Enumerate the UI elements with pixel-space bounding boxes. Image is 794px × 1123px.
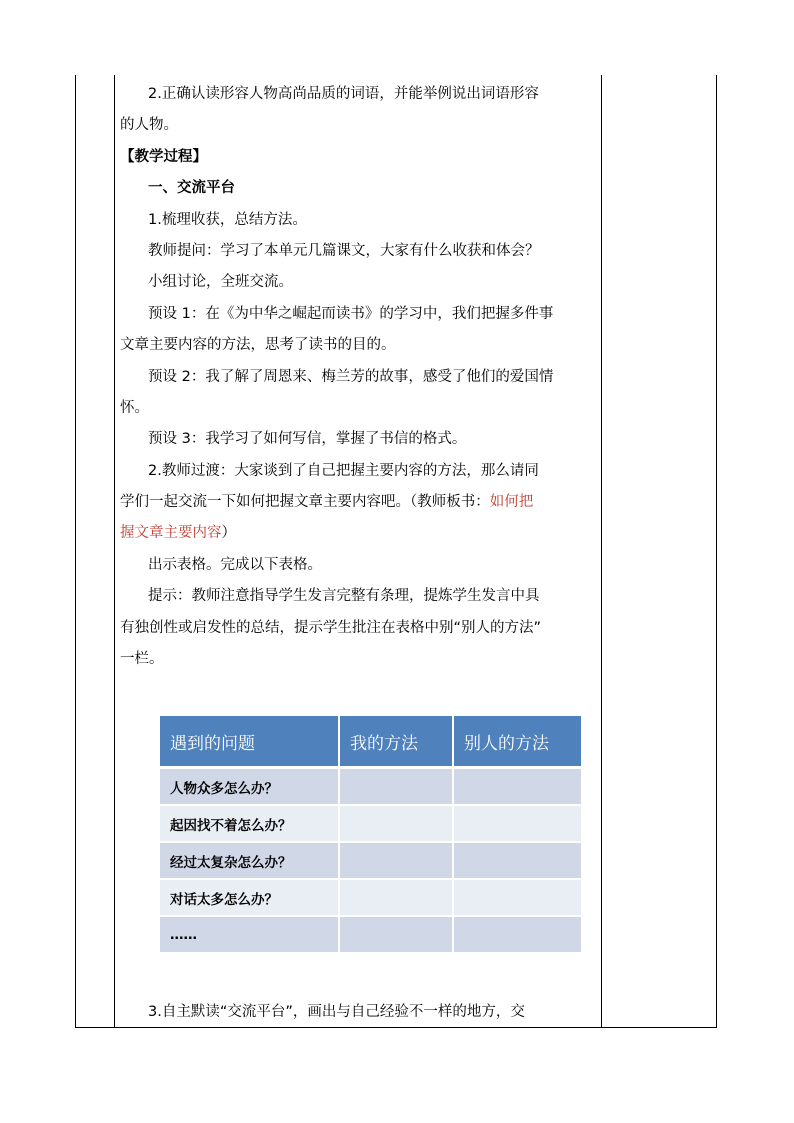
table-row: [160, 768, 581, 806]
header-my-method: 我的方法: [339, 716, 453, 768]
table-cell[interactable]: [453, 916, 581, 953]
table-cell: 经过太复杂怎么办？: [160, 842, 339, 879]
method-table: [160, 716, 581, 954]
text-line: [120, 173, 598, 204]
text-line: [120, 267, 598, 298]
line-text: 文章主要内容的方法，思考了读书的目的。: [120, 337, 396, 354]
table-cell: ……: [160, 916, 339, 953]
text-line: [120, 79, 598, 110]
board-note-text: 如何把: [489, 494, 534, 511]
table-cell[interactable]: [453, 805, 581, 842]
text-line: [120, 142, 598, 173]
text-line: [120, 362, 598, 393]
text-line: [120, 393, 598, 424]
board-note-text: 握文章主要内容: [120, 525, 222, 542]
line-text: 一、交流平台: [148, 180, 235, 197]
text-line: [120, 456, 598, 487]
closing-paragraph: 3.自主默读“交流平台”，画出与自己经验不一样的地方，交: [148, 1004, 525, 1020]
line-text: 提示：教师注意指导学生发言完整有条理，提炼学生发言中具: [148, 588, 540, 605]
text-line: [120, 613, 598, 644]
table-cell: 起因找不着怎么办？: [160, 805, 339, 842]
table-row: [160, 842, 581, 879]
table-cell[interactable]: [453, 842, 581, 879]
header-others-method: 别人的方法: [453, 716, 581, 768]
line-text: 学们一起交流一下如何把握文章主要内容吧。（教师板书：: [120, 494, 490, 511]
lesson-plan-frame: [75, 75, 717, 1028]
column-divider-right: [601, 75, 602, 1027]
table-cell[interactable]: [339, 768, 453, 806]
table-row: [160, 916, 581, 953]
line-text: 预设 2：我了解了周恩来、梅兰芳的故事，感受了他们的爱国情: [148, 368, 554, 385]
line-text: 教师提问：学习了本单元几篇课文，大家有什么收获和体会？: [148, 242, 540, 259]
header-problem: 遇到的问题: [160, 716, 339, 768]
line-text: 怀。: [120, 399, 149, 416]
table-cell: 对话太多怎么办？: [160, 879, 339, 916]
line-text: 2.教师过渡：大家谈到了自己把握主要内容的方法，那么请同: [148, 462, 539, 479]
text-line: [120, 644, 598, 675]
text-line: [120, 205, 598, 236]
text-line: [120, 236, 598, 267]
table-row: [160, 879, 581, 916]
text-line: [120, 581, 598, 612]
table-header-row: [160, 716, 581, 768]
line-text: 一栏。: [120, 651, 164, 668]
table-cell[interactable]: [339, 805, 453, 842]
line-text: 有独创性或启发性的总结，提示学生批注在表格中别“别人的方法”: [120, 619, 542, 636]
lesson-text: [120, 79, 598, 675]
column-divider-left: [114, 75, 115, 1027]
line-text: 出示表格。完成以下表格。: [148, 556, 322, 573]
text-line: [120, 110, 598, 141]
line-text: 2.正确认读形容人物高尚品质的词语，并能举例说出词语形容: [148, 86, 539, 102]
line-text: 【教学过程】: [120, 148, 207, 165]
line-text: 预设 3：我学习了如何写信，掌握了书信的格式。: [148, 431, 467, 448]
line-text: 预设 1：在《为中华之崛起而读书》的学习中，我们把握多件事: [148, 305, 554, 322]
table-row: [160, 805, 581, 842]
table-cell[interactable]: [453, 879, 581, 916]
line-text: 小组讨论，全班交流。: [148, 274, 293, 291]
text-line: [120, 330, 598, 361]
table-cell: 人物众多怎么办？: [160, 768, 339, 806]
table-cell[interactable]: [339, 879, 453, 916]
text-line: [120, 424, 598, 455]
table-cell[interactable]: [453, 768, 581, 806]
text-line: [120, 487, 598, 518]
text-line: [120, 518, 598, 549]
text-line: [120, 299, 598, 330]
table-cell[interactable]: [339, 842, 453, 879]
table-cell[interactable]: [339, 916, 453, 953]
text-line: [120, 550, 598, 581]
line-text: 的人物。: [120, 117, 178, 134]
line-text: 1.梳理收获，总结方法。: [148, 211, 307, 228]
line-tail: ）: [221, 525, 236, 542]
